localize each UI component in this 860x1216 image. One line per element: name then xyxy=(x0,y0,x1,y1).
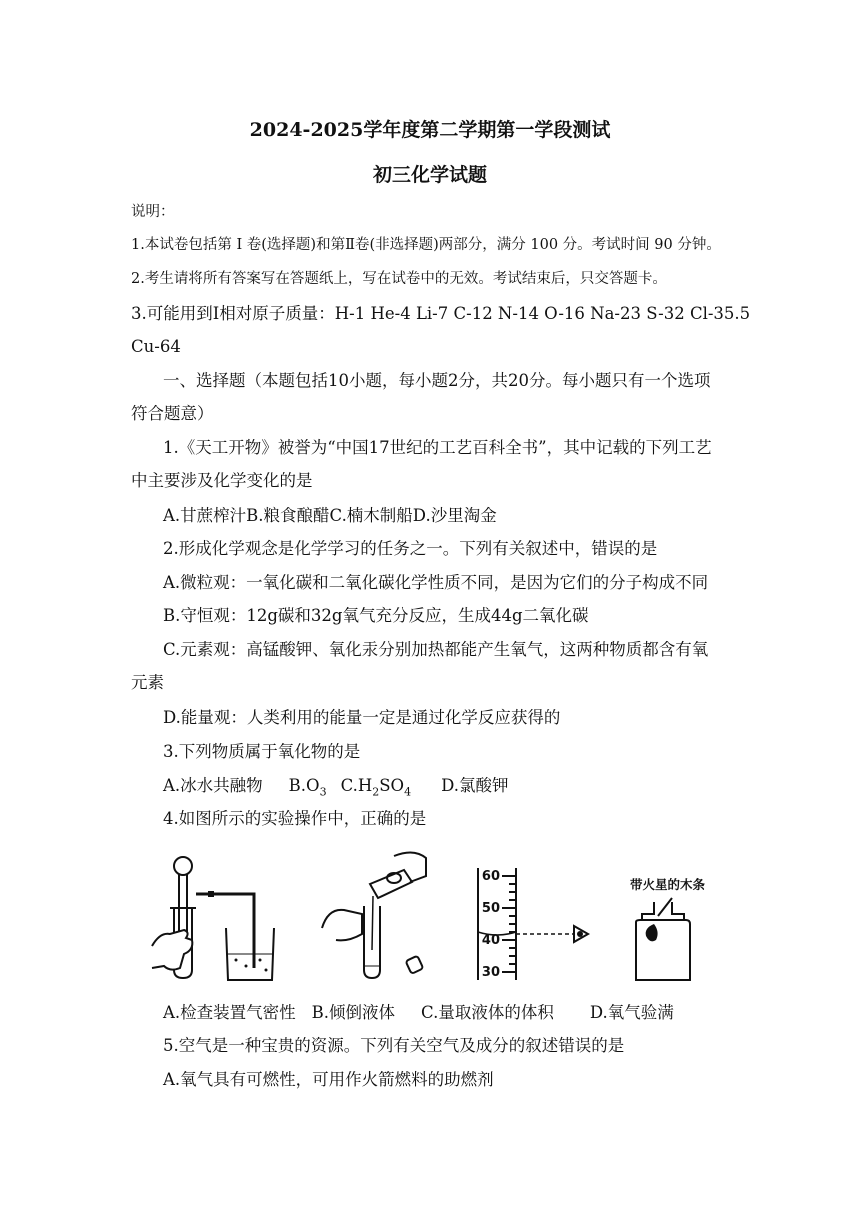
note-3: 3.可能用到I相对原子质量：H-1 He-4 Li-7 C-12 N-14 O-16 Na-23 S-32 Cl-35.5 xyxy=(131,304,751,323)
question-4-options xyxy=(163,1001,674,1025)
exam-subtitle: 初三化学试题 xyxy=(372,164,487,186)
question-3-option-c: $C.H_2SO_4$ xyxy=(340,776,412,799)
splint-label: 带火星的木条 xyxy=(630,877,706,892)
question-1-stem-continued: 中主要涉及化学变化的是 xyxy=(131,471,313,490)
note-1: 1.本试卷包括第 I 卷(选择题)和第Ⅱ卷(非选择题)两部分，满分 100 分。考试时间 90 分钟。 xyxy=(131,237,721,253)
question-1-stem: 1.《天工开物》被誉为“中国17世纪的工艺百科全书”，其中记载的下列工艺 xyxy=(163,438,712,457)
figure-measuring-cylinder xyxy=(466,866,598,984)
notes-label: 说明： xyxy=(131,204,175,220)
question-2-option-d: D.能量观：人类利用的能量一定是通过化学反应获得的 xyxy=(163,708,561,727)
question-3-option-b: $B.O_3$ xyxy=(288,776,327,799)
cylinder-tick-50: 50 xyxy=(481,901,500,916)
question-4-stem: 4.如图所示的实验操作中，正确的是 xyxy=(163,809,427,828)
question-4-option-b: B.倾倒液体 xyxy=(311,1003,396,1022)
note-3-continued: Cu-64 xyxy=(131,337,181,356)
section-1-heading-continued: 符合题意） xyxy=(131,404,214,423)
figure-oxygen-full-test xyxy=(628,896,698,984)
question-4-option-d: D.氧气验满 xyxy=(589,1003,674,1022)
question-4-option-c: C.量取液体的体积 xyxy=(421,1003,554,1022)
figure-airtightness-check xyxy=(150,850,280,982)
figure-pouring-liquid xyxy=(318,850,446,982)
question-1-options: A.甘蔗榨汁B.粮食酿醋C.楠木制船D.沙里淘金 xyxy=(163,506,497,525)
cylinder-tick-30: 30 xyxy=(481,965,500,980)
note-2: 2.考生请将所有答案写在答题纸上，写在试卷中的无效。考试结束后，只交答题卡。 xyxy=(131,271,667,287)
question-5-option-a: A.氧气具有可燃性，可用作火箭燃料的助燃剂 xyxy=(163,1070,494,1089)
question-2-option-b: B.守恒观：12g碳和32g氧气充分反应，生成44g二氧化碳 xyxy=(163,606,589,625)
question-4-option-a: A.检查装置气密性 xyxy=(163,1003,296,1022)
question-3-stem: 3.下列物质属于氧化物的是 xyxy=(163,742,361,761)
question-2-option-c-continued: 元素 xyxy=(131,673,164,692)
question-2-option-a: A.微粒观：一氧化碳和二氧化碳化学性质不同，是因为它们的分子构成不同 xyxy=(163,573,709,592)
cylinder-tick-60: 60 xyxy=(481,869,500,884)
question-3-option-a: A.冰水共融物 xyxy=(163,776,263,795)
question-2-stem: 2.形成化学观念是化学学习的任务之一。下列有关叙述中，错误的是 xyxy=(163,539,658,558)
question-3-options xyxy=(163,774,508,804)
question-5-stem: 5.空气是一种宝贵的资源。下列有关空气及成分的叙述错误的是 xyxy=(163,1036,625,1055)
question-3-option-d: D.氯酸钾 xyxy=(441,776,509,795)
exam-title: 2024-2025学年度第二学期第一学段测试 xyxy=(249,119,611,141)
question-2-option-c: C.元素观：高锰酸钾、氧化汞分别加热都能产生氧气，这两种物质都含有氧 xyxy=(163,640,709,659)
section-1-heading: 一、选择题（本题包括10小题，每小题2分，共20分。每小题只有一个选项 xyxy=(163,371,711,390)
cylinder-tick-40: 40 xyxy=(481,933,500,948)
